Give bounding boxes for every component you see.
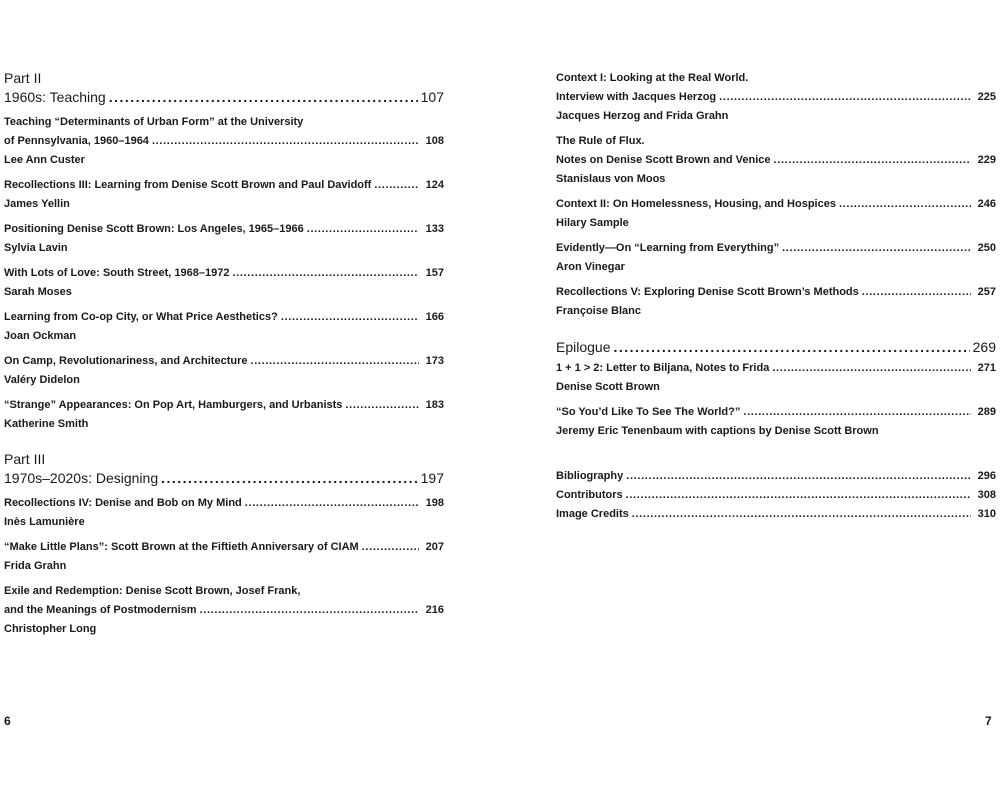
dot-leader <box>774 151 971 170</box>
dot-leader <box>250 352 419 371</box>
entry-list <box>4 113 444 434</box>
page-number: 250 <box>977 242 996 254</box>
page-number: 183 <box>425 399 444 411</box>
left-toc-column <box>4 69 444 655</box>
dot-leader <box>232 264 419 283</box>
page-number: 173 <box>425 355 444 367</box>
back-matter-item <box>556 505 996 524</box>
dot-leader <box>362 538 419 557</box>
toc-entry <box>556 69 996 126</box>
toc-entry <box>4 494 444 532</box>
toc-line <box>4 264 444 283</box>
toc-line <box>556 88 996 107</box>
page-number: 166 <box>425 311 444 323</box>
entry-title: The Rule of Flux. <box>556 135 645 147</box>
entry-list <box>556 69 996 321</box>
page-number: 308 <box>977 489 996 501</box>
page-number: 289 <box>977 406 996 418</box>
dot-leader <box>719 88 971 107</box>
entry-author: Joan Ockman <box>4 330 77 342</box>
entry-author: Christopher Long <box>4 623 97 635</box>
dot-leader <box>626 467 971 486</box>
toc-line <box>4 601 444 620</box>
page-number: 197 <box>420 470 444 486</box>
right-toc-column <box>556 69 996 524</box>
toc-line <box>556 283 996 302</box>
part-label: Part II <box>4 70 42 86</box>
back-matter-item <box>556 486 996 505</box>
entry-title: With Lots of Love: South Street, 1968–1972 <box>4 267 230 279</box>
entry-title: Image Credits <box>556 508 629 520</box>
epilogue-title: Epilogue <box>556 339 611 355</box>
epilogue-title-row <box>556 337 996 357</box>
entry-title: “Strange” Appearances: On Pop Art, Hamburgers, and Urbanists <box>4 399 343 411</box>
page-number: 107 <box>420 89 444 105</box>
entry-author: James Yellin <box>4 198 70 210</box>
back-matter-item <box>556 467 996 486</box>
dot-leader <box>772 359 971 378</box>
toc-entry <box>4 538 444 576</box>
toc-entry <box>4 352 444 390</box>
toc-line <box>4 582 444 601</box>
entry-author: Denise Scott Brown <box>556 381 660 393</box>
toc-line <box>556 195 996 214</box>
dot-leader <box>782 239 971 258</box>
toc-line <box>4 494 444 513</box>
page-number: 271 <box>977 362 996 374</box>
toc-line <box>4 220 444 239</box>
dot-leader <box>743 403 971 422</box>
page-number: 157 <box>425 267 444 279</box>
dot-leader <box>109 87 418 107</box>
entry-author: Jacques Herzog and Frida Grahn <box>556 110 729 122</box>
entry-title: Bibliography <box>556 470 624 482</box>
toc-entry <box>556 403 996 441</box>
part-title-row <box>4 468 444 488</box>
entry-title: of Pennsylvania, 1960–1964 <box>4 135 149 147</box>
page-number: 108 <box>425 135 444 147</box>
entry-title: Positioning Denise Scott Brown: Los Angeles, 1965–1966 <box>4 223 304 235</box>
dot-leader <box>345 396 419 415</box>
page-number: 216 <box>425 604 444 616</box>
part-label: Part III <box>4 451 46 467</box>
entry-author: Frida Grahn <box>4 560 67 572</box>
back-matter-list <box>556 467 996 524</box>
toc-line <box>556 151 996 170</box>
entry-title: Interview with Jacques Herzog <box>556 91 717 103</box>
page-number: 133 <box>425 223 444 235</box>
entry-list <box>556 359 996 441</box>
toc-entry <box>4 176 444 214</box>
entry-title: and the Meanings of Postmodernism <box>4 604 197 616</box>
toc-line <box>4 352 444 371</box>
entry-title: 1 + 1 > 2: Letter to Biljana, Notes to Frida <box>556 362 770 374</box>
toc-line <box>556 239 996 258</box>
entry-author: Inès Lamunière <box>4 516 85 528</box>
toc-entry <box>4 308 444 346</box>
toc-line <box>556 359 996 378</box>
toc-entry <box>556 283 996 321</box>
page-number: 225 <box>977 91 996 103</box>
entry-author: Hilary Sample <box>556 217 629 229</box>
page-number: 124 <box>425 179 444 191</box>
toc-line <box>4 176 444 195</box>
dot-leader <box>161 468 418 488</box>
entry-author: Stanislaus von Moos <box>556 173 666 185</box>
entry-title: Context II: On Homelessness, Housing, and Hospices <box>556 198 836 210</box>
toc-line <box>4 132 444 151</box>
entry-title: Notes on Denise Scott Brown and Venice <box>556 154 771 166</box>
entry-title: Evidently—On “Learning from Everything” <box>556 242 780 254</box>
page-number: 229 <box>977 154 996 166</box>
page-folio-left: 6 <box>4 714 11 728</box>
page-number: 296 <box>977 470 996 482</box>
entry-title: Exile and Redemption: Denise Scott Brown, Josef Frank, <box>4 585 301 597</box>
page-number: 207 <box>425 541 444 553</box>
page-number: 257 <box>977 286 996 298</box>
toc-line <box>4 396 444 415</box>
dot-leader <box>307 220 419 239</box>
toc-line <box>4 538 444 557</box>
entry-title: “So You’d Like To See The World?” <box>556 406 741 418</box>
toc-entry <box>556 195 996 233</box>
toc-entry <box>556 239 996 277</box>
entry-author: Katherine Smith <box>4 418 89 430</box>
entry-author: Françoise Blanc <box>556 305 641 317</box>
toc-line <box>556 403 996 422</box>
entry-title: Teaching “Determinants of Urban Form” at the University <box>4 116 304 128</box>
page-number: 310 <box>977 508 996 520</box>
dot-leader <box>200 601 419 620</box>
entry-title: Learning from Co-op City, or What Price Aesthetics? <box>4 311 278 323</box>
dot-leader <box>245 494 419 513</box>
entry-title: Recollections III: Learning from Denise Scott Brown and Paul Davidoff <box>4 179 372 191</box>
dot-leader <box>614 337 970 357</box>
dot-leader <box>626 486 971 505</box>
toc-line <box>556 69 996 88</box>
page-folio-right: 7 <box>985 714 992 728</box>
entry-title: Recollections V: Exploring Denise Scott Brown’s Methods <box>556 286 859 298</box>
part-3-section <box>4 450 444 639</box>
entry-author: Sylvia Lavin <box>4 242 68 254</box>
page-number: 198 <box>425 497 444 509</box>
entry-list <box>4 494 444 639</box>
dot-leader <box>281 308 419 327</box>
dot-leader <box>152 132 419 151</box>
entry-author: Jeremy Eric Tenenbaum with captions by Denise Scott Brown <box>556 425 879 437</box>
toc-entry <box>556 359 996 397</box>
right-page <box>500 0 1000 800</box>
toc-entry <box>4 220 444 258</box>
entry-author: Sarah Moses <box>4 286 72 298</box>
dot-leader <box>839 195 971 214</box>
part-title: 1960s: Teaching <box>4 89 106 105</box>
entry-author: Valéry Didelon <box>4 374 80 386</box>
epilogue-section <box>556 337 996 441</box>
entry-title: On Camp, Revolutionariness, and Architecture <box>4 355 248 367</box>
toc-entry <box>4 113 444 170</box>
entry-title: “Make Little Plans”: Scott Brown at the Fiftieth Anniversary of CIAM <box>4 541 359 553</box>
page-number: 246 <box>977 198 996 210</box>
part-title: 1970s–2020s: Designing <box>4 470 159 486</box>
part-title-row <box>4 87 444 107</box>
dot-leader <box>632 505 971 524</box>
dot-leader <box>374 176 419 195</box>
toc-entry <box>4 582 444 639</box>
page-number: 269 <box>972 339 996 355</box>
toc-line <box>4 308 444 327</box>
continued-section <box>556 69 996 321</box>
entry-author: Aron Vinegar <box>556 261 625 273</box>
entry-author: Lee Ann Custer <box>4 154 85 166</box>
part-2-section <box>4 69 444 434</box>
dot-leader <box>862 283 971 302</box>
entry-title: Recollections IV: Denise and Bob on My Mind <box>4 497 242 509</box>
toc-entry <box>556 132 996 189</box>
toc-line <box>556 132 996 151</box>
entry-title: Context I: Looking at the Real World. <box>556 72 749 84</box>
entry-title: Contributors <box>556 489 623 501</box>
toc-entry <box>4 396 444 434</box>
toc-line <box>4 113 444 132</box>
toc-entry <box>4 264 444 302</box>
